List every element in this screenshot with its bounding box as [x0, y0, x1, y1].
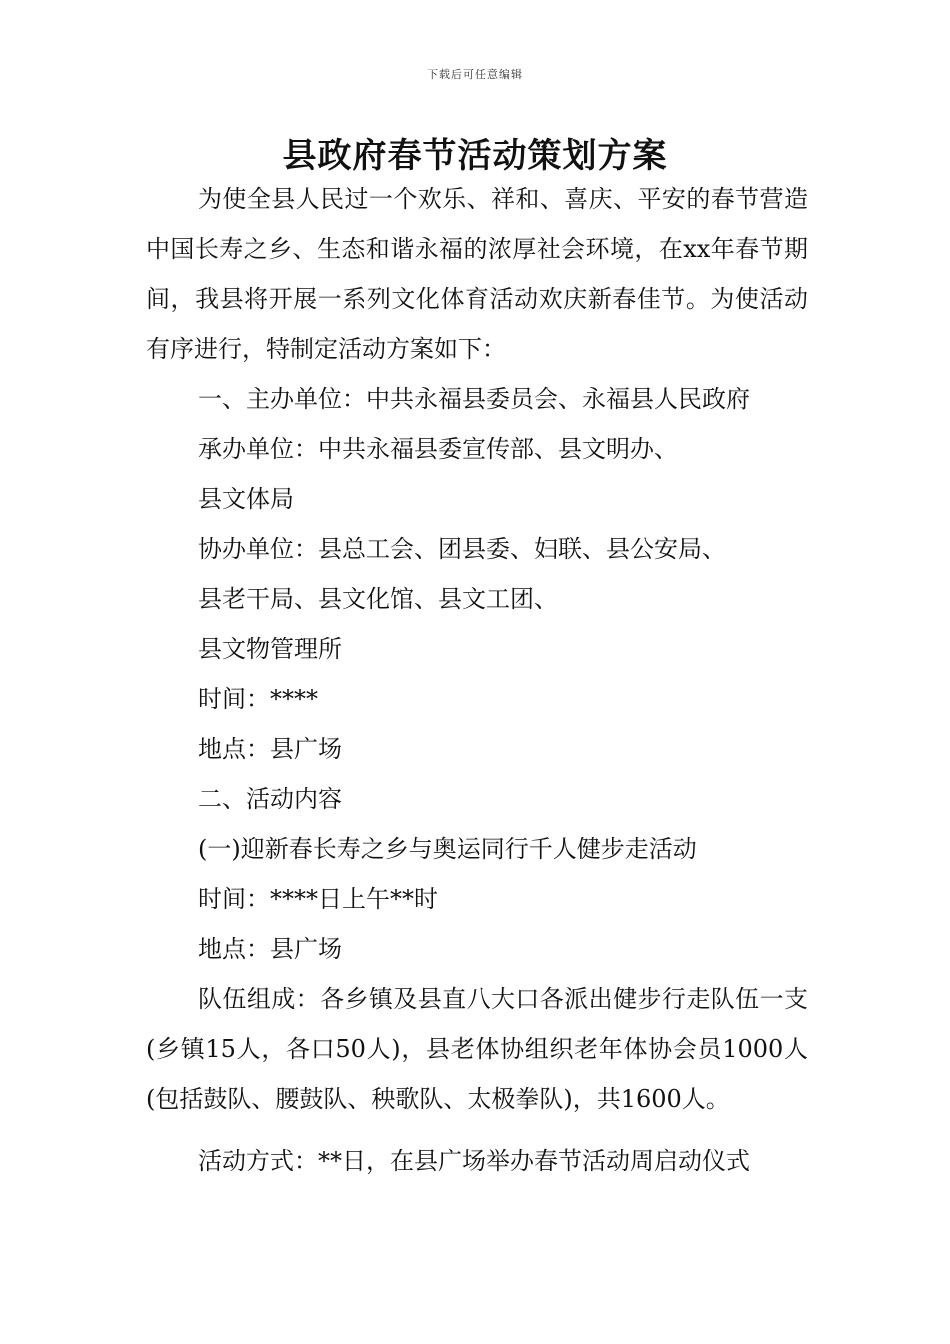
undertaker-line-continued: 县文体局	[198, 485, 294, 513]
undertaker-line: 承办单位：中共永福县委宣传部、县文明办、	[198, 435, 678, 463]
header-note: 下载后可任意编辑	[427, 68, 523, 81]
place-line: 地点：县广场	[198, 735, 342, 763]
document-title: 县政府春节活动策划方案	[282, 136, 668, 176]
team-paragraph: 队伍组成：各乡镇及县直八大口各派出健步行走队伍一支(乡镇15人，各口50人)，县老体协组织老年体协会员1000人(包括鼓队、腰鼓队、秧歌队、太极拳队)，共1600人。	[146, 985, 808, 1113]
organizer-line: 一、主办单位：中共永福县委员会、永福县人民政府	[198, 385, 750, 413]
co-organizer-line-continued: 县老干局、县文化馆、县文工团、	[198, 585, 558, 613]
activity-place-line: 地点：县广场	[198, 935, 342, 963]
method-paragraph: 活动方式：**日，在县广场举办春节活动周启动仪式	[198, 1147, 750, 1175]
co-organizer-line-end: 县文物管理所	[198, 635, 342, 663]
activity-time-line: 时间：****日上午**时	[198, 885, 438, 913]
co-organizer-line: 协办单位：县总工会、团县委、妇联、县公安局、	[198, 535, 726, 563]
section-heading-activities: 二、活动内容	[198, 785, 342, 813]
time-line: 时间：****	[198, 685, 318, 713]
document-body	[146, 174, 808, 1186]
activity-title: (一)迎新春长寿之乡与奥运同行千人健步走活动	[198, 835, 697, 863]
intro-paragraph: 为使全县人民过一个欢乐、祥和、喜庆、平安的春节营造中国长寿之乡、生态和谐永福的浓厚社会环境，在xx年春节期间，我县将开展一系列文化体育活动欢庆新春佳节。为使活动有序进行，特制定活动方案如下：	[146, 185, 808, 363]
